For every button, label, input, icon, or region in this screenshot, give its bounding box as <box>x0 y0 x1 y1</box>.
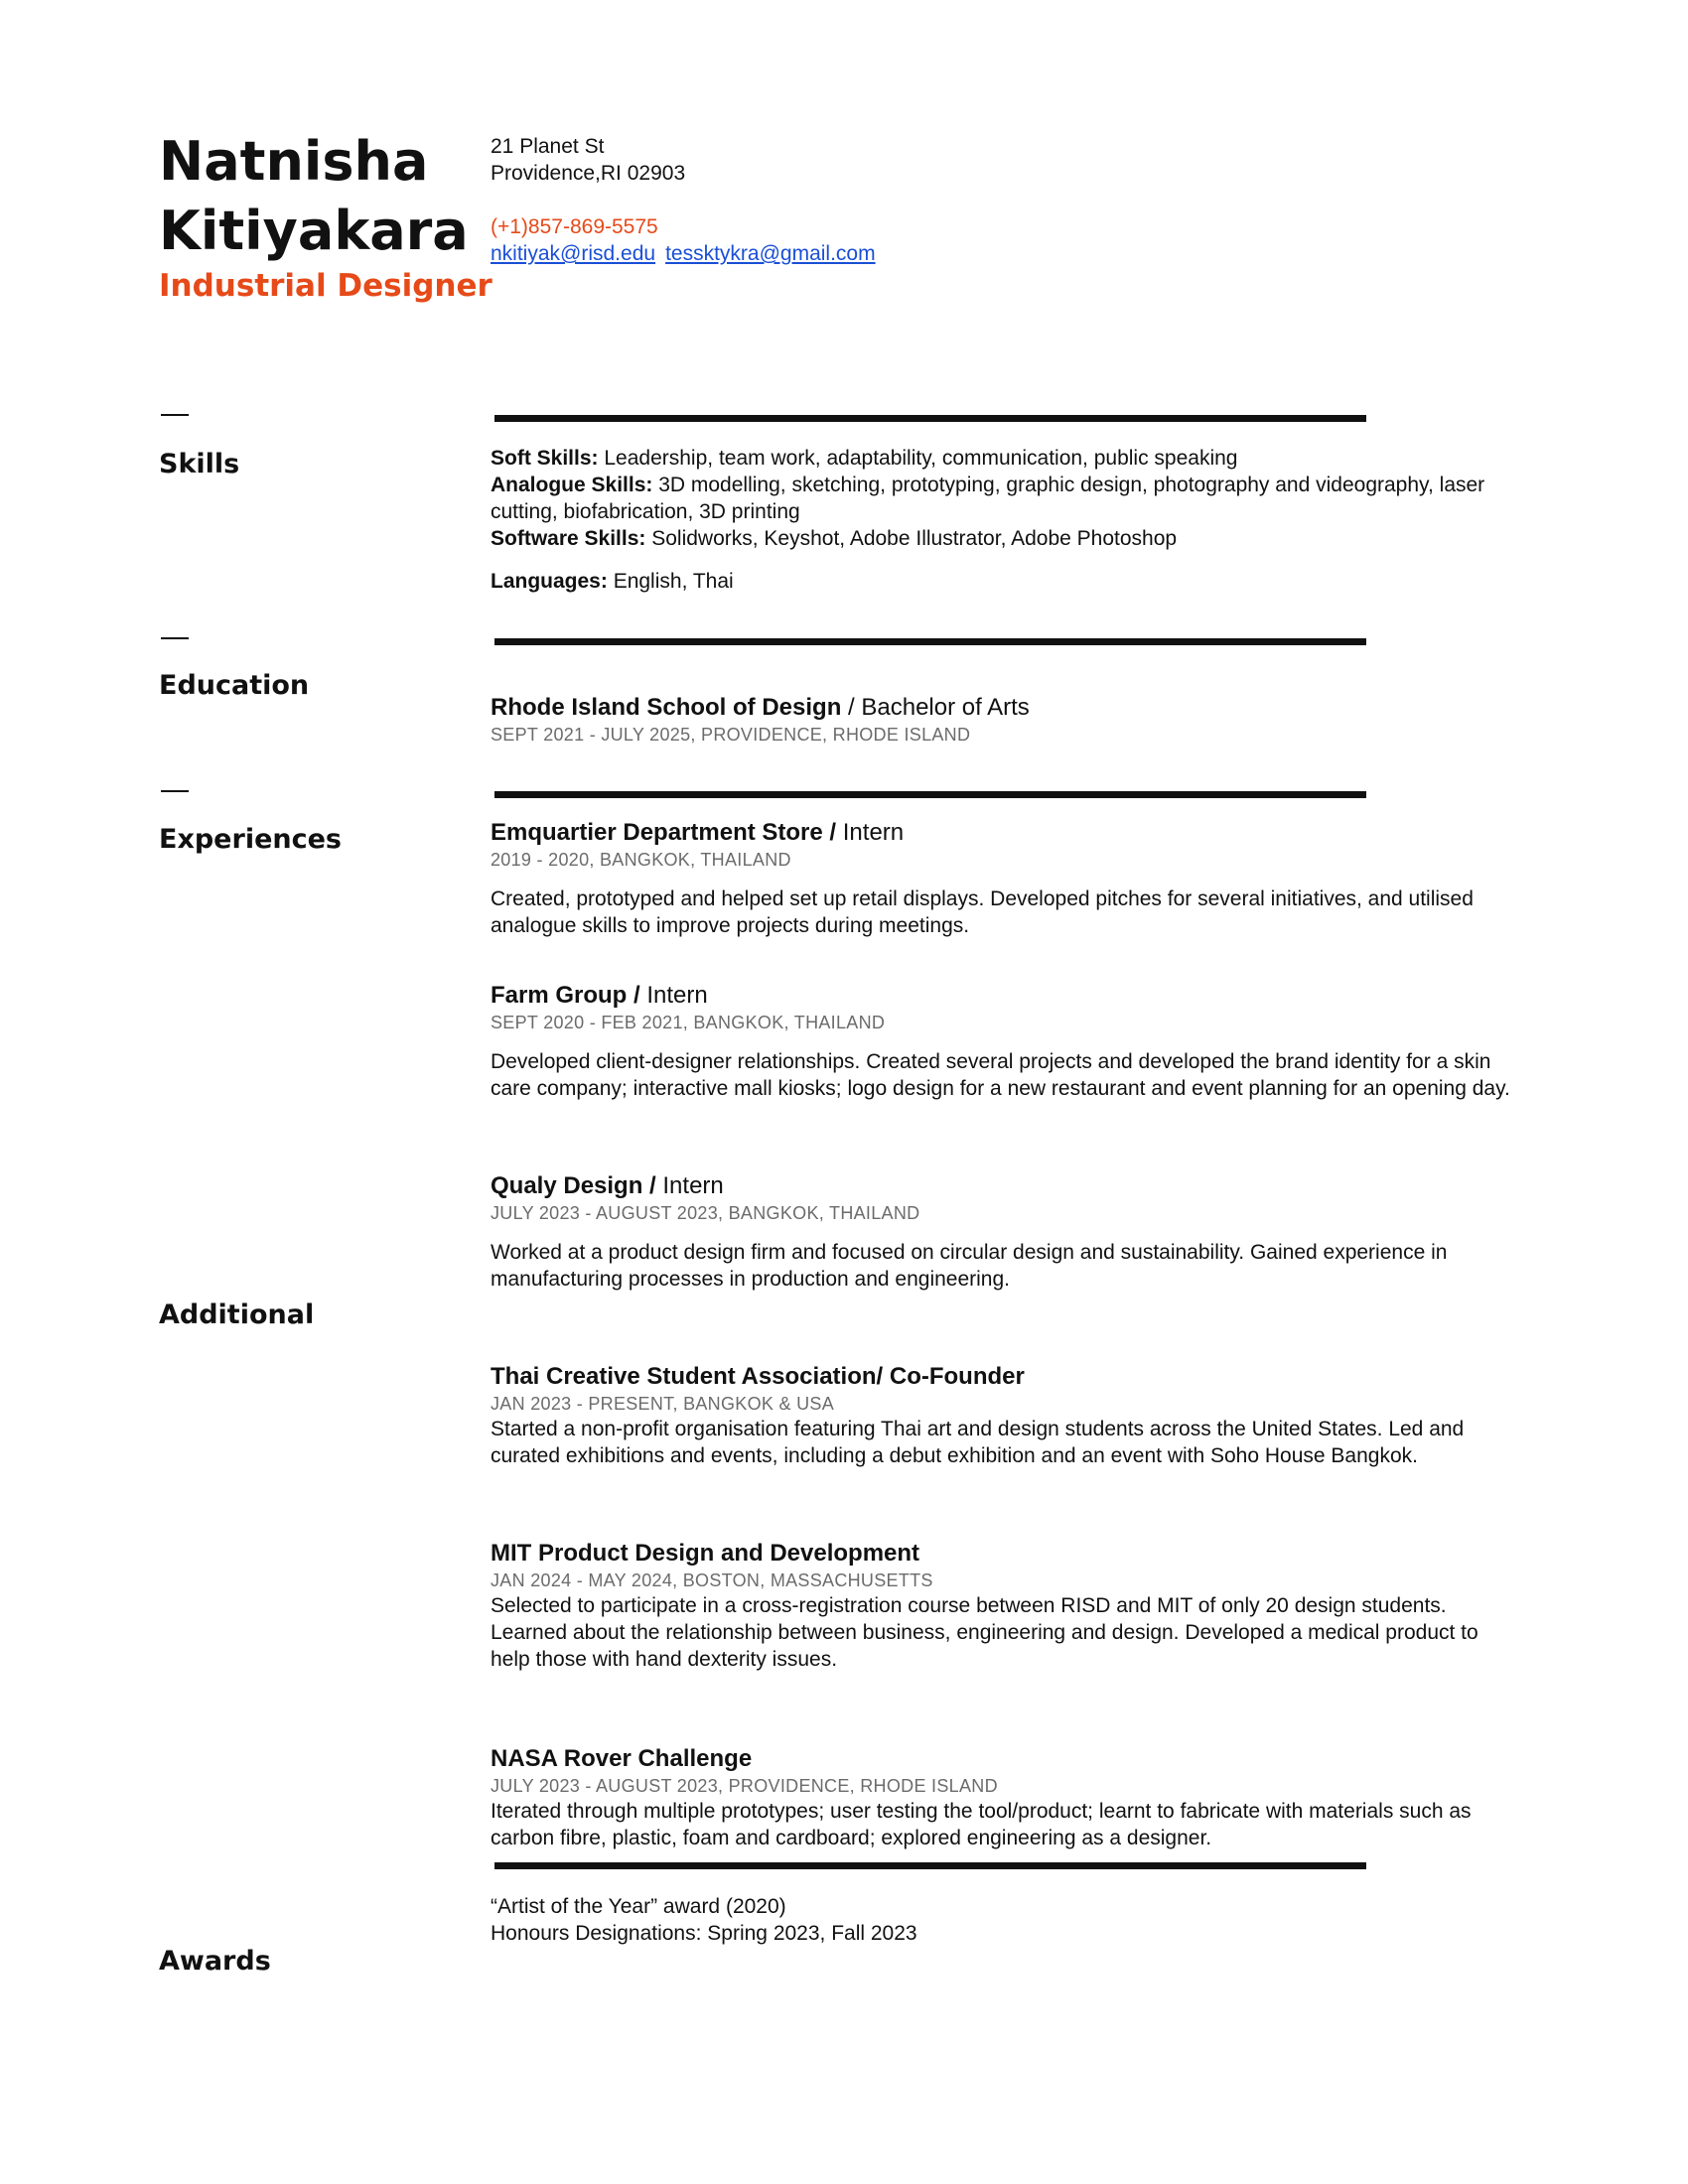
section-title-additional: Additional <box>159 1299 315 1330</box>
first-name: Natnisha <box>159 130 429 193</box>
job-title: Industrial Designer <box>159 268 492 304</box>
languages-label: Languages: <box>491 570 608 593</box>
section-divider <box>494 415 1366 422</box>
award-line: “Artist of the Year” award (2020) <box>491 1895 786 1918</box>
section-dash <box>161 414 189 416</box>
experience-entry <box>491 818 1523 939</box>
education-entry <box>491 693 1523 747</box>
soft-skills-label: Soft Skills: <box>491 447 599 470</box>
experience-role: Intern <box>639 982 708 1009</box>
education-title <box>491 693 1523 723</box>
section-divider <box>494 1862 1366 1869</box>
additional-title-text: NASA Rover Challenge <box>491 1745 753 1772</box>
software-skills <box>491 525 1523 552</box>
last-name: Kitiyakara <box>159 200 469 262</box>
section-title-skills: Skills <box>159 449 240 479</box>
experience-title <box>491 1171 1523 1201</box>
education-meta: SEPT 2021 - JULY 2025, PROVIDENCE, RHODE ISLAND <box>491 725 971 745</box>
experience-title <box>491 981 1523 1011</box>
additional-description: Started a non-profit organisation featuring Thai art and design students across the United States. Led and curated exhibitions and events, including a debut exhibition and an event with Soho House Bangkok. <box>491 1418 1465 1467</box>
analogue-skills-label: Analogue Skills: <box>491 474 653 496</box>
additional-title-text: MIT Product Design and Development <box>491 1540 920 1567</box>
email-school-link[interactable]: nkitiyak@risd.edu <box>491 242 656 265</box>
awards-block <box>491 1893 1523 1947</box>
experience-description: Created, prototyped and helped set up retail displays. Developed pitches for several initiatives, and utilised analogue skills to improve projects during meetings. <box>491 887 1474 937</box>
analogue-skills-value: 3D modelling, sketching, prototyping, graphic design, photography and videography, laser cutting, biofabrication, 3D printing <box>491 474 1485 523</box>
section-title-awards: Awards <box>159 1946 271 1977</box>
experience-title <box>491 818 1523 848</box>
additional-title <box>491 1539 1523 1569</box>
section-dash <box>161 637 189 639</box>
additional-entry <box>491 1362 1523 1469</box>
address-block <box>491 133 685 187</box>
experience-org: Qualy Design / <box>491 1172 656 1199</box>
experience-role: Intern <box>655 1172 724 1199</box>
experience-description: Developed client-designer relationships. Created several projects and developed the brand identity for a skin care company; interactive mall kiosks; logo design for a new restaurant and event planning for an opening day. <box>491 1050 1510 1100</box>
additional-meta: JAN 2024 - MAY 2024, BOSTON, MASSACHUSETTS <box>491 1570 933 1590</box>
skills-block <box>491 445 1523 595</box>
email-personal-link[interactable]: tessktykra@gmail.com <box>665 242 876 265</box>
experience-role: Intern <box>836 819 905 846</box>
additional-entry <box>491 1539 1523 1673</box>
additional-description: Iterated through multiple prototypes; user testing the tool/product; learnt to fabricate with materials such as carbon fibre, plastic, foam and cardboard; explored engineering as a designer. <box>491 1800 1472 1849</box>
email-row <box>491 240 886 267</box>
section-divider <box>494 791 1366 798</box>
experience-entry <box>491 1171 1523 1293</box>
software-skills-label: Software Skills: <box>491 527 646 550</box>
address-line-2: Providence,RI 02903 <box>491 162 686 185</box>
phone-number: (+1)857-869-5575 <box>491 215 658 238</box>
additional-title-text: Thai Creative Student Association/ Co-Founder <box>491 1363 1025 1390</box>
experience-entry <box>491 981 1523 1102</box>
software-skills-value: Solidworks, Keyshot, Adobe Illustrator, Adobe Photoshop <box>645 527 1178 550</box>
school-name: Rhode Island School of Design <box>491 694 842 721</box>
section-dash <box>161 790 189 792</box>
soft-skills <box>491 445 1523 472</box>
additional-meta: JULY 2023 - AUGUST 2023, PROVIDENCE, RHODE ISLAND <box>491 1776 998 1796</box>
section-title-experiences: Experiences <box>159 824 342 855</box>
contact-block <box>491 213 886 267</box>
experience-org: Farm Group / <box>491 982 640 1009</box>
additional-entry <box>491 1744 1523 1851</box>
additional-meta: JAN 2023 - PRESENT, BANGKOK & USA <box>491 1394 835 1414</box>
experience-description: Worked at a product design firm and focused on circular design and sustainability. Gained experience in manufacturing processes in production and engineering. <box>491 1241 1448 1291</box>
experience-meta: SEPT 2020 - FEB 2021, BANGKOK, THAILAND <box>491 1013 886 1032</box>
additional-title <box>491 1744 1523 1774</box>
award-line: Honours Designations: Spring 2023, Fall 2023 <box>491 1922 917 1945</box>
additional-title <box>491 1362 1523 1392</box>
section-title-education: Education <box>159 670 310 701</box>
soft-skills-value: Leadership, team work, adaptability, communication, public speaking <box>598 447 1238 470</box>
analogue-skills <box>491 472 1523 525</box>
languages <box>491 568 1523 595</box>
candidate-name <box>159 127 477 266</box>
section-divider <box>494 638 1366 645</box>
experience-meta: JULY 2023 - AUGUST 2023, BANGKOK, THAILAND <box>491 1203 920 1223</box>
languages-value: English, Thai <box>607 570 734 593</box>
experience-org: Emquartier Department Store / <box>491 819 837 846</box>
experience-meta: 2019 - 2020, BANGKOK, THAILAND <box>491 850 791 870</box>
address-line-1: 21 Planet St <box>491 135 605 158</box>
additional-description: Selected to participate in a cross-registration course between RISD and MIT of only 20 design students. Learned about the relationship between business, engineering and design. Developed a medical product to help those with hand dexterity issues. <box>491 1594 1478 1671</box>
degree: / Bachelor of Arts <box>841 694 1030 721</box>
